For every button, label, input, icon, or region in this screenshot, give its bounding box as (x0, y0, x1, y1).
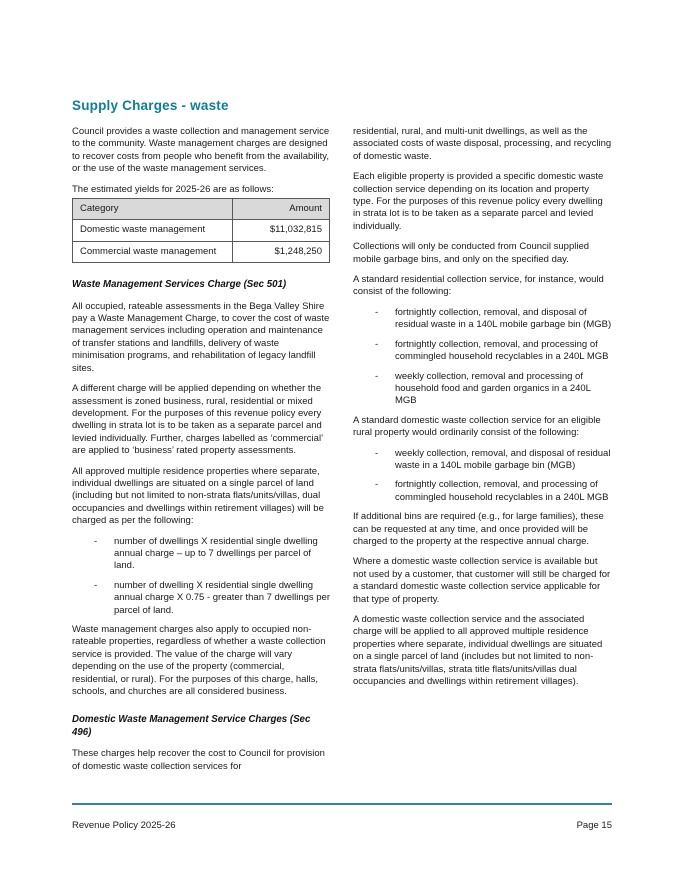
list-item-text: fortnightly collection, removal, and processing of commingled household recyclables in a 240L MGB (395, 479, 609, 503)
footer-divider (72, 803, 612, 805)
cell-category: Commercial waste management (73, 241, 233, 262)
two-column-layout (72, 126, 612, 781)
table-row (73, 220, 330, 241)
list-item (353, 339, 612, 364)
list-item (353, 479, 612, 504)
paragraph: All approved multiple residence properties where separate, individual dwellings are situated on a single parcel of land (including but not limited to non-strata flats/units/villas, dual occupancies and dwellings within retirement villages) will be charged as per the following: (72, 465, 324, 527)
paragraph: A standard domestic waste collection service for an eligible rural property would ordinarily consist of the following: (353, 414, 601, 439)
paragraph: If additional bins are required (e.g., for large families), these can be requested at any time, and once provided will be charged to the property at the respective annual charge. (353, 511, 604, 547)
list-item (353, 448, 612, 473)
paragraph: All occupied, rateable assessments in the Bega Valley Shire pay a Waste Management Charge, to cover the cost of waste management services including operation and maintenance of transfer stations and landfills, delivery of waste minimisation programs, and rehabilitation of legacy landfill sites. (72, 300, 330, 374)
page-title: Supply Charges - waste (72, 98, 229, 113)
section-heading-sec501: Waste Management Services Charge (Sec 501) (72, 279, 287, 291)
cell-category: Domestic waste management (73, 220, 233, 241)
column-header-category: Category (73, 199, 233, 220)
page-footer (72, 803, 612, 831)
cell-amount: $11,032,815 (233, 220, 330, 241)
column-header-amount: Amount (233, 199, 330, 220)
paragraph: A different charge will be applied depending on whether the assessment is zoned business, rural, residential or mixed development. For the purposes of this revenue policy every dwelling in strata lot is to be taken as a separate parcel and levied individually. Further, charges labelled as ‘commercial’ are applied to ‘business’ rated property assessments. (72, 383, 323, 457)
paragraph: Where a domestic waste collection service is available but not used by a customer, that customer will still be charged for a standard domestic waste collection service applicable for that type of property. (353, 556, 611, 605)
right-column (353, 126, 612, 781)
table-caption: The estimated yields for 2025-26 are as follows: (72, 183, 274, 195)
paragraph: Waste management charges also apply to occupied non-rateable properties, regardless of whether a waste collection service is provided. The value of the charge will vary depending on the use of the property (commercial, residential, or rural). For the purposes of this charge, halls, schools, and churches are all considered business. (72, 624, 326, 698)
list-item-text: fortnightly collection, removal, and processing of commingled household recyclables in a 240L MGB (395, 338, 609, 363)
paragraph: These charges help recover the cost to Council for provision of domestic waste collection services for (72, 748, 325, 772)
footer-doc-title: Revenue Policy 2025-26 (72, 820, 176, 831)
list-item (353, 371, 612, 408)
estimated-yields-table (72, 198, 330, 263)
paragraph: Each eligible property is provided a specific domestic waste collection service depending on its location and property type. For the purposes of this revenue policy every dwelling in strata lot is to be taken as a separate parcel and levied individually. (353, 171, 604, 232)
list-item-text: weekly collection, removal and processing of household food and garden organics in a 240L MGB (395, 370, 591, 407)
paragraph-intro: Council provides a waste collection and management service to the community. Waste management charges are designed to recover costs from people who benefit from the availability, or the use of the waste management services. (72, 126, 330, 175)
cell-amount: $1,248,250 (233, 241, 330, 262)
list-item-text: fortnightly collection, removal, and disposal of residual waste in a 140L mobile garbage bin (MGB) (395, 306, 612, 331)
table-header-row (73, 199, 330, 220)
left-column (72, 126, 331, 781)
list-item-text: number of dwellings X residential single dwelling annual charge – up to 7 dwellings per parcel of land. (114, 535, 318, 572)
paragraph: A standard residential collection service, for instance, would consist of the following: (353, 274, 604, 298)
footer-page-number: Page 15 (576, 820, 612, 831)
table-row (73, 241, 330, 262)
section-heading-sec496: Domestic Waste Management Service Charges (Sec 496) (72, 714, 311, 738)
list-item (353, 307, 612, 332)
list-item-text: weekly collection, removal, and disposal of residual waste in a 140L mobile garbage bin (MGB) (395, 447, 611, 471)
list-item (72, 536, 331, 573)
list-item (72, 580, 331, 617)
paragraph: A domestic waste collection service and the associated charge will be applied to all approved multiple residence properties where separate, individual dwellings are situated on a single parcel of land (includes but not limited to non-strata flats/units/villas, strata title flats/units/villas dual occupancies and dwellings within retirement villages). (353, 614, 603, 688)
list-item-text: number of dwelling X residential single dwelling annual charge X 0.75 - greater than 7 dwellings per parcel of land. (114, 579, 330, 616)
paragraph: residential, rural, and multi-unit dwellings, as well as the associated costs of waste disposal, processing, and recycling of domestic waste. (353, 126, 612, 162)
paragraph: Collections will only be conducted from Council supplied mobile garbage bins, and only on the specified day. (353, 241, 590, 265)
